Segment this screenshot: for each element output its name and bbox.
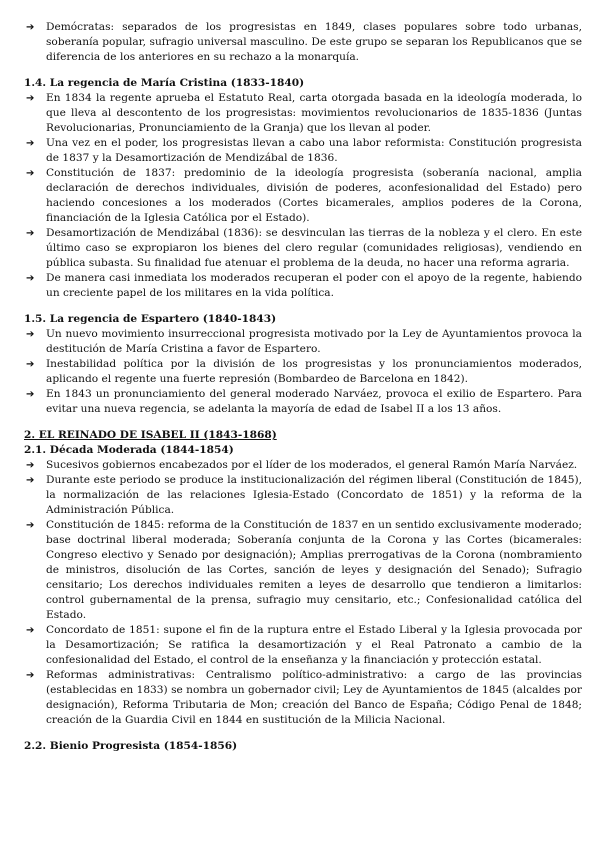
- list-item-text: Inestabilidad política por la división de los progresistas y los pronunciamientos moderados, aplicando el regente una fuerte represión (Bombardeo de Barcelona en 1842).: [46, 358, 582, 385]
- chapter-heading-2: 2. EL REINADO DE ISABEL II (1843-1868): [24, 429, 277, 441]
- list-item: [24, 91, 582, 136]
- list-item: [24, 136, 582, 166]
- arrow-icon: ➔: [26, 22, 35, 33]
- list-item-text: En 1843 un pronunciamiento del general moderado Narváez, provoca el exilio de Espartero. Para evitar una nueva regencia, se adelanta la mayoría de edad de Isabel II a los 13 años.: [46, 388, 582, 415]
- list-item: [24, 271, 582, 301]
- list-item-text: Un nuevo movimiento insurreccional progresista motivado por la Ley de Ayuntamientos provoca la destitución de María Cristina a favor de Espartero.: [46, 328, 582, 355]
- section-heading-2-1: 2.1. Década Moderada (1844-1854): [24, 444, 234, 456]
- list-item: [24, 518, 582, 623]
- list-item: [24, 473, 582, 518]
- list-item: [24, 166, 582, 226]
- list-item-text: Reformas administrativas: Centralismo político-administrativo: a cargo de las provincias (establecidas en 1833) se nombra un gobernador civil; Ley de Ayuntamientos de 1845 (alcaldes por designación), Reforma Tributaria de Mon; creación del Banco de España; Código Penal de 1848; creación de la Guardia Civil en 1844 en sustitución de la Milicia Nacional.: [46, 669, 582, 726]
- intro-list: [24, 20, 582, 65]
- list-item-text: Constitución de 1837: predominio de la ideología progresista (soberanía nacional, amplia declaración de derechos individuales, división de poderes, aconfesionalidad del Estado) pero haciendo concesiones a los moderados (Cortes bicamerales, amplios poderes de la Corona, financiación de la Iglesia Católica por el Estado).: [46, 167, 582, 224]
- list-item: [24, 327, 582, 357]
- section-1-4-list: [24, 91, 582, 301]
- list-item: [24, 387, 582, 417]
- arrow-icon: ➔: [26, 670, 35, 681]
- list-item-text: Demócratas: separados de los progresistas en 1849, clases populares sobre todo urbanas, soberanía popular, sufragio universal masculino. De este grupo se separan los Republicanos que se diferencia de los anteriores en su rechazo a la monarquía.: [46, 21, 582, 63]
- section-1-5-list: [24, 327, 582, 417]
- section-heading-1-5: 1.5. La regencia de Espartero (1840-1843): [24, 313, 277, 325]
- arrow-icon: ➔: [26, 625, 35, 636]
- arrow-icon: ➔: [26, 228, 35, 239]
- list-item-text: Una vez en el poder, los progresistas llevan a cabo una labor reformista: Constitución progresista de 1837 y la Desamortización de Mendizábal de 1836.: [46, 137, 582, 164]
- arrow-icon: ➔: [26, 329, 35, 340]
- list-item: [24, 20, 582, 65]
- list-item: [24, 226, 582, 271]
- list-item: [24, 357, 582, 387]
- list-item: [24, 668, 582, 728]
- list-item-text: Durante este periodo se produce la institucionalización del régimen liberal (Constitución de 1845), la normalización de las relaciones Iglesia-Estado (Concordato de 1851) y la reforma de la Administración Pública.: [46, 474, 582, 516]
- arrow-icon: ➔: [26, 93, 35, 104]
- arrow-icon: ➔: [26, 520, 35, 531]
- list-item-text: Desamortización de Mendizábal (1836): se desvinculan las tierras de la nobleza y el clero. En este último caso se expropiaron los bienes del clero regular (comunidades religiosas), vendiendo en pública subasta. Su finalidad fue atenuar el problema de la deuda, no hacer una reforma agraria.: [46, 227, 582, 269]
- section-2-1-list: [24, 458, 582, 728]
- arrow-icon: ➔: [26, 138, 35, 149]
- list-item-text: En 1834 la regente aprueba el Estatuto Real, carta otorgada basada en la ideología moderada, lo que lleva al descontento de los progresistas: movimientos revolucionarios de 1835-1836 (Juntas Revolucionarias, Pronunciamiento de la Granja) que los llevan al poder.: [46, 92, 582, 134]
- list-item-text: Concordato de 1851: supone el fin de la ruptura entre el Estado Liberal y la Iglesia provocada por la Desamortización; Se ratifica la desamortización y el Real Patronato a cambio de la confesionalidad del Estado, el control de la enseñanza y la financiación y protección estatal.: [46, 624, 582, 666]
- arrow-icon: ➔: [26, 168, 35, 179]
- arrow-icon: ➔: [26, 389, 35, 400]
- list-item: [24, 458, 582, 473]
- arrow-icon: ➔: [26, 359, 35, 370]
- list-item-text: Sucesivos gobiernos encabezados por el líder de los moderados, el general Ramón María Narváez.: [46, 459, 578, 471]
- list-item-text: De manera casi inmediata los moderados recuperan el poder con el apoyo de la regente, habiendo un creciente papel de los militares en la vida política.: [46, 272, 582, 299]
- list-item: [24, 623, 582, 668]
- arrow-icon: ➔: [26, 460, 35, 471]
- arrow-icon: ➔: [26, 273, 35, 284]
- section-heading-2-2: 2.2. Bienio Progresista (1854-1856): [24, 740, 238, 752]
- list-item-text: Constitución de 1845: reforma de la Constitución de 1837 en un sentido exclusivamente moderado; base doctrinal liberal moderada; Soberanía conjunta de la Corona y las Cortes (bicamerales: Congreso electivo y Senado por designación); Amplias prerrogativas de la Corona (nombramiento de ministros, disolución de las Cortes, sanción de leyes y designación del Senado); Sufragio censitario; Los derechos individuales remiten a leyes de desarrollo que tendieron a limitarlos: control gubernamental de la prensa, sufragio muy censitario, etc.; Confesionalidad católica del Estado.: [46, 519, 582, 621]
- section-heading-1-4: 1.4. La regencia de María Cristina (1833-1840): [24, 77, 305, 89]
- arrow-icon: ➔: [26, 475, 35, 486]
